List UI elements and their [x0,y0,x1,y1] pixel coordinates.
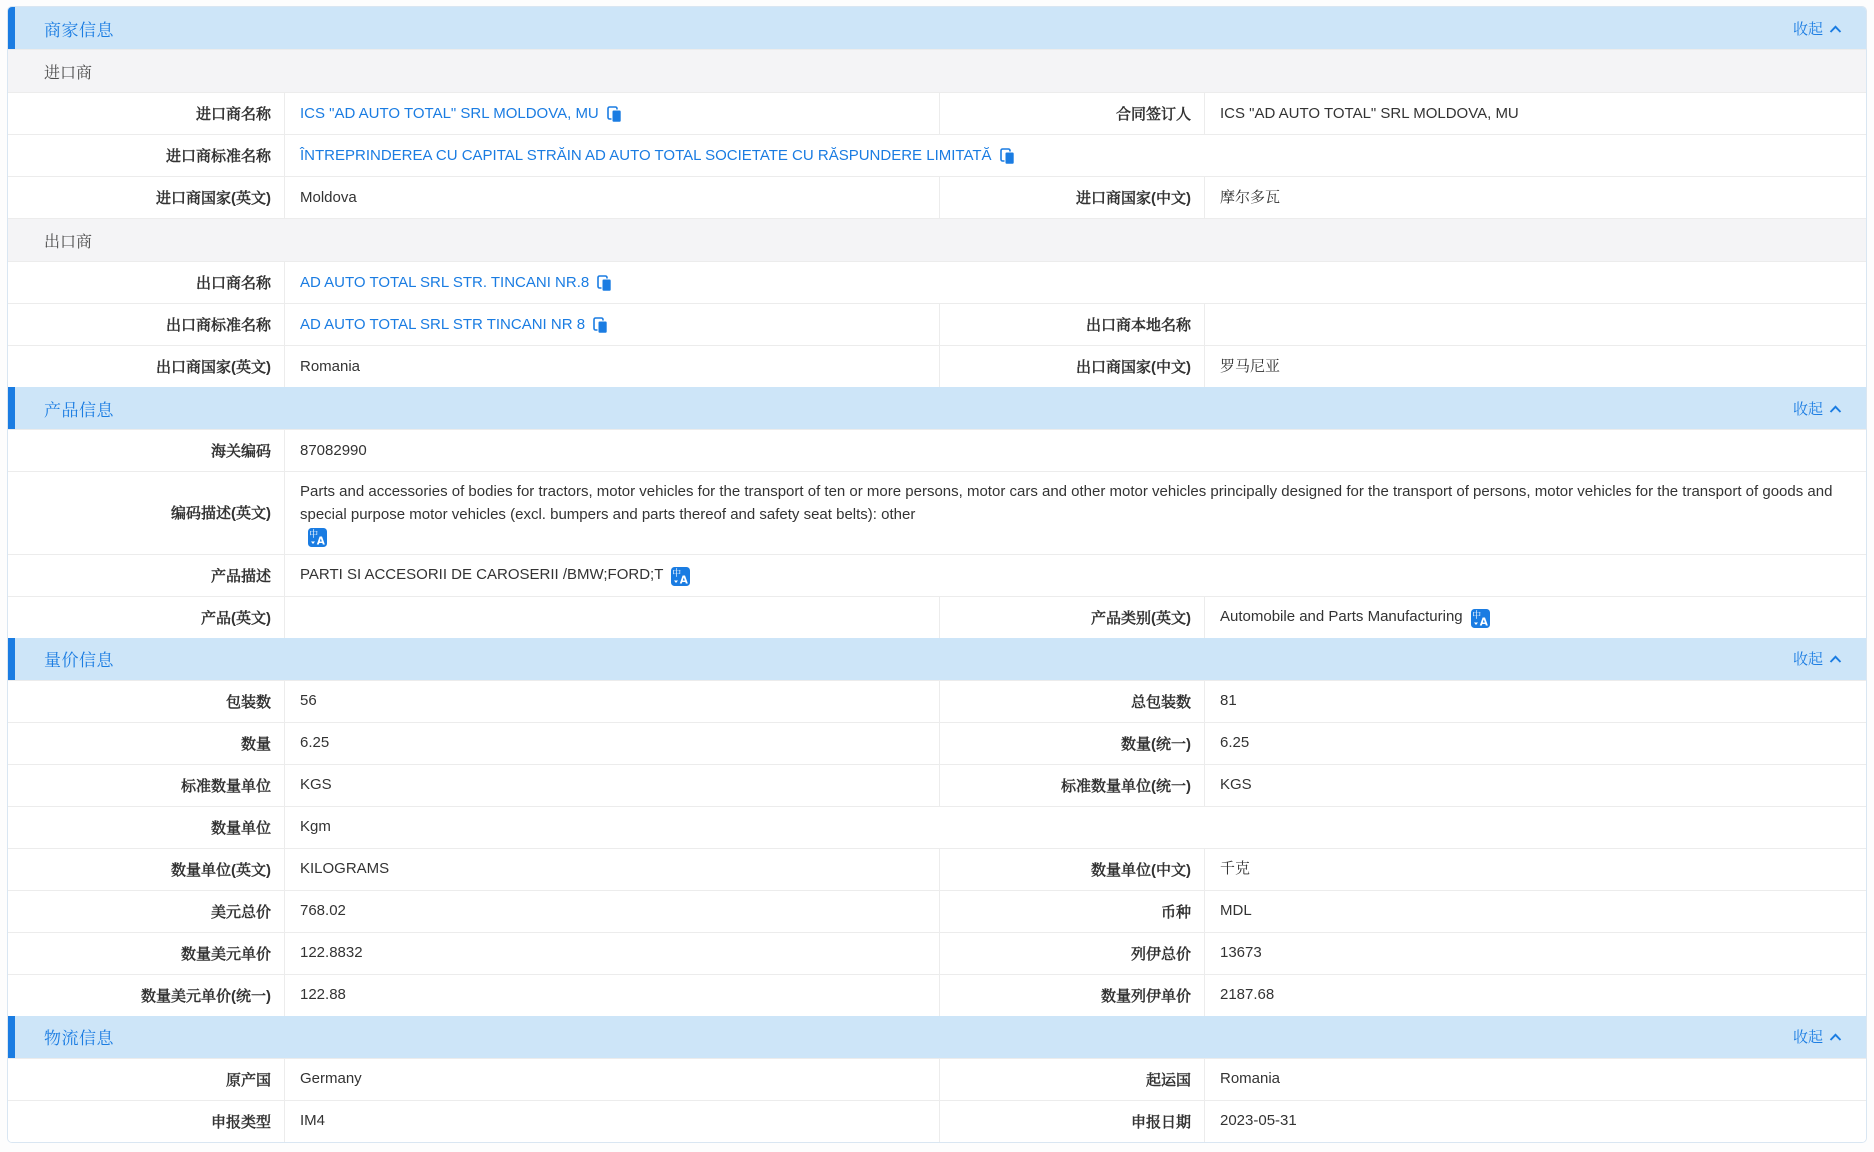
section-title: 量价信息 [44,651,114,670]
field-value-cell [285,93,940,134]
field-value-cell [285,262,1866,303]
section-title: 物流信息 [44,1029,114,1048]
field-value: Automobile and Parts Manufacturing [1220,608,1463,626]
field-label-text: 列伊总价 [1130,945,1191,963]
table-row [8,134,1866,176]
field-label [8,807,285,848]
field-label-text: 进口商国家(中文) [1076,190,1191,207]
field-value: 122.8832 [300,944,363,962]
field-label-text: 美元总价 [210,903,271,921]
field-value: KILOGRAMS [300,860,390,878]
field-value-cell [1205,849,1866,890]
field-value-cell [285,891,940,932]
section-accent-bar [8,638,15,680]
field-label [8,1101,285,1142]
table-row [8,890,1866,932]
field-value: 2187.68 [1220,986,1275,1004]
field-label [8,891,285,932]
field-label-text: 数量美元单价(统一) [141,987,271,1005]
group-subheader-text: 进口商 [44,64,93,82]
field-value: ICS "AD AUTO TOTAL" SRL MOLDOVA, MU [1220,104,1519,122]
table-row [8,261,1866,303]
field-value-cell [285,933,940,974]
table-row [8,176,1866,218]
field-value-cell [1205,765,1866,806]
table-row [8,303,1866,345]
field-label [8,430,285,471]
field-label-text: 数量单位(英文) [171,861,271,879]
field-value: Germany [300,1070,362,1088]
field-label-text: 产品(英文) [201,609,271,627]
field-label-text: 数量列伊单价 [1100,987,1191,1005]
field-value-cell [285,681,940,722]
field-value: 81 [1220,692,1237,710]
field-value-cell [1205,723,1866,764]
chevron-up-icon [1829,405,1842,414]
field-value: 768.02 [300,902,346,920]
field-value: Romania [300,357,361,375]
section-header-quantity-price-info [8,638,1866,680]
field-label-text: 产品描述 [210,567,271,585]
collapse-label: 收起 [1792,1029,1823,1046]
field-label [8,597,285,638]
field-label-text: 总包装数 [1130,693,1191,711]
field-value-cell [285,304,940,345]
field-value-cell [285,430,1866,471]
field-label-text: 申报日期 [1130,1113,1191,1131]
field-label-text: 原产国 [225,1071,271,1089]
field-value: 摩尔多瓦 [1220,188,1281,206]
field-value-cell [285,723,940,764]
table-row [8,429,1866,471]
svg-text:中: 中 [1471,610,1481,621]
field-label [8,472,285,554]
copy-icon[interactable] [607,106,622,123]
field-label-text: 进口商国家(英文) [156,190,271,207]
field-value: MDL [1220,902,1252,920]
field-label [8,262,285,303]
chevron-up-icon [1829,25,1842,34]
field-label [8,681,285,722]
field-label [940,723,1205,764]
field-value-cell [1205,177,1866,218]
field-label [8,93,285,134]
table-row [8,722,1866,764]
field-label [940,304,1205,345]
field-value-cell [285,807,1866,848]
table-row [8,848,1866,890]
field-value: 2023-05-31 [1220,1112,1297,1130]
field-value: KGS [300,776,332,794]
collapse-label: 收起 [1792,400,1823,418]
field-value-cell [285,177,940,218]
field-value: KGS [1220,776,1252,794]
field-value: 13673 [1220,944,1262,962]
field-label [940,975,1205,1016]
field-value: 122.88 [300,986,346,1004]
collapse-button[interactable] [1793,648,1842,669]
field-label [8,304,285,345]
field-value: Romania [1220,1070,1281,1088]
field-label [8,177,285,218]
field-label [940,933,1205,974]
field-label [940,177,1205,218]
table-row [8,92,1866,134]
field-value: 千克 [1220,860,1251,878]
section-title: 产品信息 [44,400,114,420]
section-title: 商家信息 [44,20,114,40]
field-label-text: 数量单位(中文) [1091,861,1191,879]
group-subheader [8,218,1866,261]
translate-icon[interactable] [671,567,690,586]
field-value: Moldova [300,188,357,206]
field-value-cell [285,765,940,806]
field-label [8,765,285,806]
collapse-button[interactable] [1793,18,1842,39]
field-value: 罗马尼亚 [1220,357,1281,375]
field-label [8,555,285,596]
field-value-cell [1205,597,1866,638]
section-logistics-info [8,1016,1866,1142]
field-value-cell [1205,1101,1866,1142]
translate-icon[interactable] [308,528,327,547]
section-accent-bar [8,1016,15,1058]
copy-icon[interactable] [597,275,612,292]
field-label [8,933,285,974]
field-value: 56 [300,692,317,710]
svg-text:A: A [680,573,689,586]
field-label-text: 出口商名称 [195,275,271,292]
field-value-cell [285,1059,940,1100]
field-value-cell [1205,891,1866,932]
field-value-link[interactable]: AD AUTO TOTAL SRL STR. TINCANI NR.8 [300,273,590,291]
section-accent-bar [8,7,15,49]
field-label-text: 产品类别(英文) [1091,609,1191,627]
section-product-info [8,387,1866,638]
field-label-text: 进口商名称 [195,106,271,123]
table-row [8,1100,1866,1142]
field-label-text: 数量美元单价 [180,945,271,963]
sections-container [8,7,1866,1142]
field-label-text: 数量 [240,735,271,753]
field-label-text: 标准数量单位(统一) [1061,777,1191,795]
collapse-label: 收起 [1792,651,1823,668]
field-label-text: 出口商国家(中文) [1076,359,1191,376]
field-value-cell [285,1101,940,1142]
field-label [940,891,1205,932]
table-row [8,974,1866,1016]
field-label [8,975,285,1016]
field-label-text: 出口商标准名称 [165,317,271,334]
field-label [8,849,285,890]
field-value-cell [285,346,940,387]
table-row [8,932,1866,974]
table-row [8,345,1866,387]
section-header-product-info [8,387,1866,429]
field-label [940,346,1205,387]
field-value: PARTI SI ACCESORII DE CAROSERII /BMW;FORD;T [300,566,664,584]
copy-icon[interactable] [593,317,608,334]
field-value-cell [1205,93,1866,134]
field-label [8,346,285,387]
field-label-text: 起运国 [1145,1071,1191,1089]
group-subheader [8,49,1866,92]
field-label-text: 编码描述(英文) [171,505,271,523]
field-label-text: 出口商国家(英文) [156,359,271,376]
field-value-cell [1205,933,1866,974]
field-value-cell [1205,1059,1866,1100]
table-row [8,764,1866,806]
section-accent-bar [8,387,15,429]
field-label [8,723,285,764]
field-label [940,597,1205,638]
field-value-cell [1205,346,1866,387]
field-label [8,135,285,176]
field-value-cell [1205,681,1866,722]
field-value-cell [285,975,940,1016]
field-label [940,849,1205,890]
field-value: 6.25 [1220,734,1250,752]
table-row [8,471,1866,554]
field-value: Parts and accessories of bodies for tractors, motor vehicles for the transport of ten or more persons, motor cars and other motor vehicles principally designed for the transport of persons, motor vehicles for the transport of goods and special purpose motor vehicles (excl. bumpers and parts thereof and safety seat belts): other [300,483,1833,524]
section-quantity-price-info [8,638,1866,1016]
field-label-text: 合同签订人 [1115,106,1191,123]
translate-icon[interactable] [1471,609,1490,628]
field-label-text: 标准数量单位 [180,777,271,795]
field-label-text: 海关编码 [210,443,271,460]
field-value-cell [285,472,1866,554]
chevron-up-icon [1829,655,1842,664]
field-value-cell [285,555,1866,596]
table-row [8,680,1866,722]
field-label-text: 数量(统一) [1121,735,1191,753]
field-value: Kgm [300,818,331,836]
field-label [8,1059,285,1100]
field-value: 87082990 [300,441,367,459]
field-label [940,93,1205,134]
field-value-link[interactable]: ICS "AD AUTO TOTAL" SRL MOLDOVA, MU [300,104,599,122]
collapse-button[interactable] [1793,1026,1842,1047]
field-value-cell [1205,975,1866,1016]
svg-text:中: 中 [672,568,682,579]
section-merchant-info [8,7,1866,387]
svg-text:A: A [1479,615,1488,628]
section-header-logistics-info [8,1016,1866,1058]
chevron-up-icon [1829,1033,1842,1042]
field-label [940,765,1205,806]
table-row [8,1058,1866,1100]
field-label-text: 包装数 [225,693,271,711]
field-value: IM4 [300,1112,326,1130]
svg-text:中: 中 [309,529,319,540]
field-label-text: 数量单位 [210,819,271,837]
field-value-link[interactable]: AD AUTO TOTAL SRL STR TINCANI NR 8 [300,315,586,333]
field-label-text: 币种 [1160,903,1191,921]
field-value-cell [285,135,1866,176]
field-label [940,1059,1205,1100]
svg-text:A: A [316,534,325,547]
field-label-text: 出口商本地名称 [1085,317,1191,334]
table-row [8,554,1866,596]
field-label [940,681,1205,722]
field-value-link[interactable]: ÎNTREPRINDEREA CU CAPITAL STRĂIN AD AUTO TOTAL SOCIETATE CU RĂSPUNDERE LIMITATĂ [300,146,992,164]
copy-icon[interactable] [1000,148,1015,165]
field-label [940,1101,1205,1142]
group-subheader-text: 出口商 [44,233,93,251]
collapse-button[interactable] [1793,398,1842,419]
table-row [8,596,1866,638]
field-label-text: 进口商标准名称 [165,148,271,165]
field-value-cell [285,597,940,638]
field-value-cell [1205,304,1866,345]
section-header-merchant-info [8,7,1866,49]
collapse-label: 收起 [1792,20,1823,38]
trade-record-detail-page [7,6,1867,1143]
table-row [8,806,1866,848]
field-value-cell [285,849,940,890]
field-label-text: 申报类型 [210,1113,271,1131]
field-value: 6.25 [300,734,330,752]
